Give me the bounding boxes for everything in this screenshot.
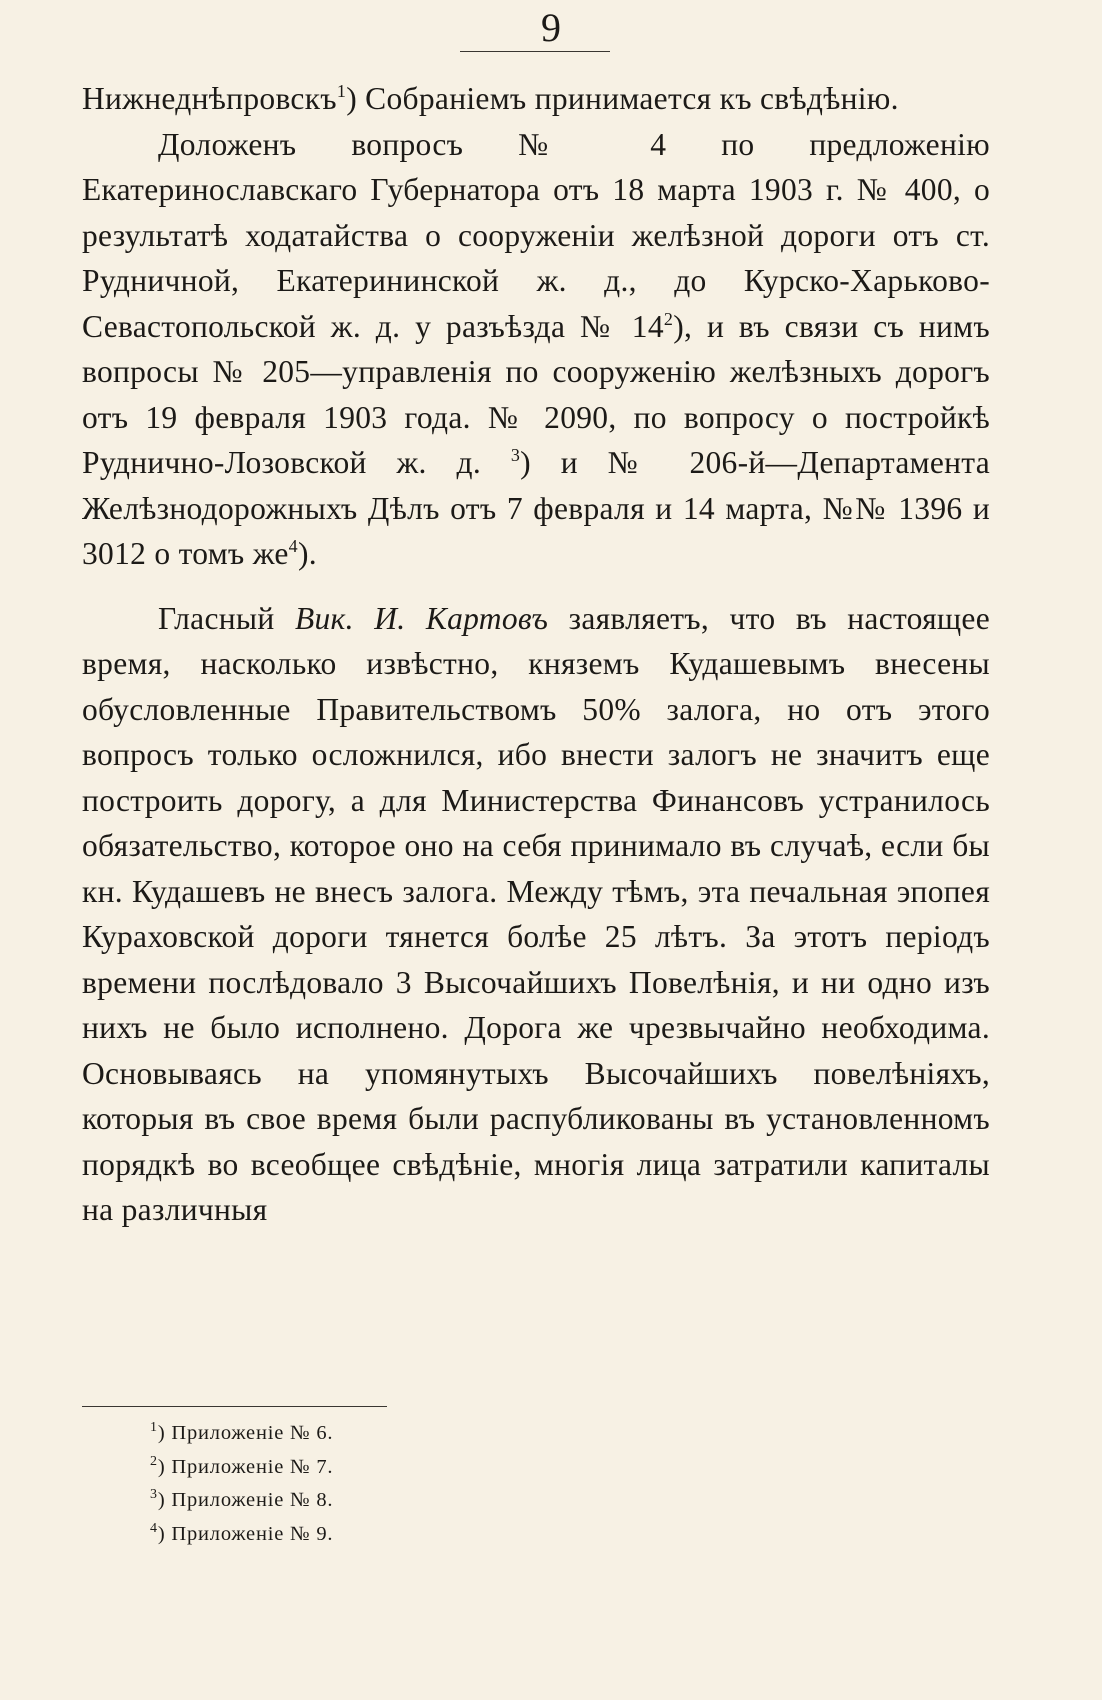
footnotes: [150, 1417, 333, 1551]
footnote-ref: 2: [663, 308, 674, 329]
footnote: [150, 1484, 333, 1518]
text-run: ), и въ связи съ нимъ вопросы № 205—управленія по сооруженію желѣзныхъ дорогъ отъ 19 февраля 1903 года. № 2090, по вопросу о постройкѣ Руднично-Лозовской ж. д.: [82, 308, 990, 480]
text-run: заявляетъ, что въ настоящее время, насколько извѣстно, княземъ Кудашевымъ внесены обусловленные Правительствомъ 50% залога, но отъ этого вопросъ только осложнился, ибо внести залогъ не значитъ еще построить дорогу, а для Министерства Финансовъ устранилось обязательство, которое оно на себя принимало въ случаѣ, если бы кн. Кудашевъ не внесъ залога. Между тѣмъ, эта печальная эпопея Кураховской дороги тянется болѣе 25 лѣтъ. За этотъ періодъ времени послѣдовало 3 Высочайшихъ Повелѣнія, и ни одно изъ нихъ не было исполнено. Дорога же чрезвычайно необходима. Основываясь на упомянутыхъ Высочайшихъ повелѣніяхъ, которыя въ свое время были распубликованы въ установленномъ порядкѣ во всеобщее свѣдѣніе, многія лица затратили капиталы на различныя: [82, 600, 990, 1227]
footnote-text: ) Приложеніе № 9.: [157, 1522, 334, 1545]
footnote: [150, 1451, 333, 1485]
footnote-ref: 3: [510, 445, 521, 465]
speaker-name: Вик. И. Картовъ: [294, 600, 549, 636]
text-run: ) и № 206-й—Департамента Желѣзнодорожныхъ Дѣлъ отъ 7 февраля и 14 марта, №№ 1396 и 3012 о томъ же: [82, 445, 991, 571]
paragraph-2: [82, 122, 990, 577]
body-text: [82, 76, 990, 1233]
footnote-text: ) Приложеніе № 8.: [157, 1489, 334, 1511]
text-run: ) Собраніемъ принимается къ свѣдѣнію.: [346, 81, 899, 116]
text-run: ).: [297, 536, 317, 571]
text-run: Гласный: [158, 600, 295, 636]
paragraph-1: [82, 76, 990, 122]
text-run: Нижнеднѣпровскъ: [82, 81, 337, 116]
text-run: Доложенъ вопросъ № 4 по предложенію Екатеринославскаго Губернатора отъ 18 марта 1903 г. № 400, о результатѣ ходатайства о сооруженіи желѣзной дороги отъ ст. Рудничной, Екатерининской ж. д., до Курско-Харьково-Севастопольской ж. д. у разъѣзда № 14: [82, 126, 990, 344]
footnote-mark: 2: [150, 1453, 158, 1469]
footnote-text: ) Приложеніе № 7.: [157, 1455, 334, 1478]
header-rule: [460, 51, 610, 52]
footnote-ref: 1: [336, 81, 347, 101]
paragraph-3: [82, 596, 990, 1233]
footnote-mark: 4: [150, 1520, 158, 1536]
footnote-mark: 3: [150, 1487, 158, 1502]
footnote-ref: 4: [288, 536, 298, 556]
footnote: [150, 1417, 333, 1451]
footnote-rule: [82, 1406, 387, 1407]
footnote: [150, 1518, 333, 1552]
footnote-mark: 1: [150, 1420, 158, 1435]
page-number: 9: [541, 5, 561, 50]
footnote-text: ) Приложеніе № 6.: [157, 1422, 334, 1444]
